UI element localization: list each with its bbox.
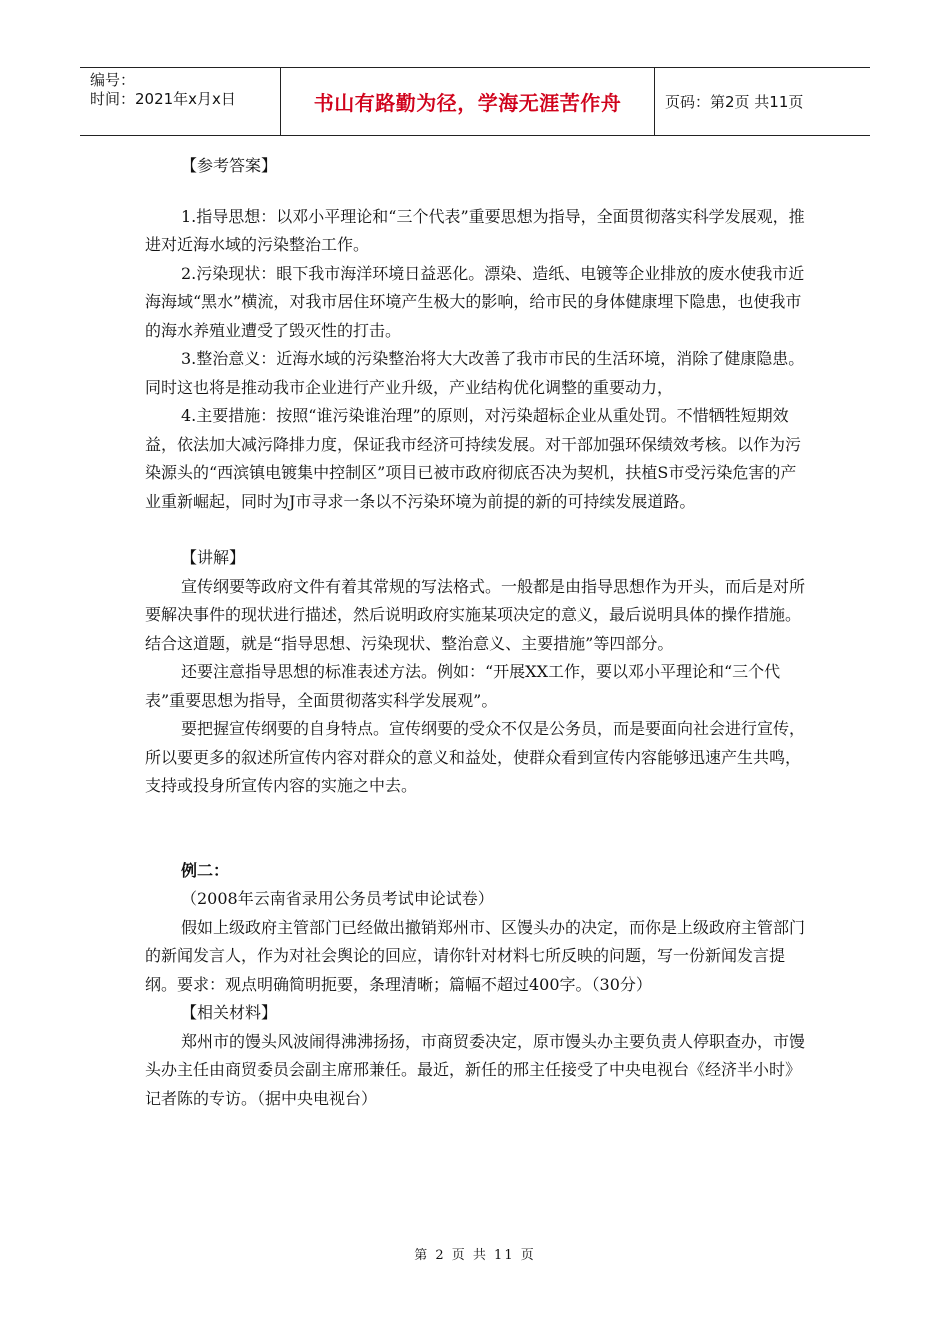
header-page-info: 页码：第2页 共11页 (665, 93, 804, 111)
explanation-paragraph-2: 还要注意指导思想的标准表述方法。例如：“开展XX工作，要以邓小平理论和“三个代表”重要思想为指导，全面贯彻落实科学发展观”。 (145, 662, 781, 710)
document-body (145, 152, 805, 1113)
example-title: 例二： (181, 860, 230, 880)
material-text: 郑州市的馒头风波闹得沸沸扬扬，市商贸委决定，原市馒头办主要负责人停职查办，市馒头办主任由商贸委员会副主席邢兼任。最近，新任的邢主任接受了中央电视台《经济半小时》记者陈的专访。（据中央电视台） (145, 1031, 806, 1108)
answer-item-1: 1.指导思想：以邓小平理论和“三个代表”重要思想为指导，全面贯彻落实科学发展观，推进对近海水域的污染整治工作。 (145, 206, 805, 254)
example-question: 假如上级政府主管部门已经做出撤销郑州市、区馒头办的决定，而你是上级政府主管部门的新闻发言人，作为对社会舆论的回应，请你针对材料七所反映的问题，写一份新闻发言提纲。要求：观点明确简明扼要，条理清晰；篇幅不超过400字。（30分） (145, 917, 806, 994)
header-motto: 书山有路勤为径，学海无涯苦作舟 (281, 68, 655, 135)
explanation-paragraph-3: 要把握宣传纲要的自身特点。宣传纲要的受众不仅是公务员，而是要面向社会进行宣传，所以要更多的叙述所宣传内容对群众的意义和益处，使群众看到宣传内容能够迅速产生共鸣，支持或投身所宣传内容的实施之中去。 (145, 719, 806, 795)
answer-heading: 【参考答案】 (181, 156, 278, 175)
page-footer: 第 2 页 共 11 页 (414, 1248, 536, 1263)
explanation-heading: 【讲解】 (181, 548, 246, 567)
document-header (80, 67, 870, 136)
example-source: （2008年云南省录用公务员考试申论试卷） (181, 889, 494, 908)
header-meta (80, 68, 281, 135)
explanation-paragraph-1: 宣传纲要等政府文件有着其常规的写法格式。一般都是由指导思想作为开头，而后是对所要解决事件的现状进行描述，然后说明政府实施某项决定的意义，最后说明具体的操作措施。结合这道题，就是“指导思想、污染现状、整治意义、主要措施”等四部分。 (145, 576, 806, 653)
number-label: 编号： (90, 71, 136, 89)
answer-item-2: 2.污染现状：眼下我市海洋环境日益恶化。漂染、造纸、电镀等企业排放的废水使我市近海海域“黑水”横流，对我市居住环境产生极大的影响，给市民的身体健康埋下隐患，也使我市的海水养殖业遭受了毁灭性的打击。 (145, 263, 805, 340)
answer-item-3: 3.整治意义：近海水域的污染整治将大大改善了我市市民的生活环境，消除了健康隐患。同时这也将是推动我市企业进行产业升级，产业结构优化调整的重要动力， (145, 349, 805, 397)
answer-item-4: 4.主要措施：按照“谁污染谁治理”的原则，对污染超标企业从重处罚。不惜牺牲短期效益，依法加大减污降排力度，保证我市经济可持续发展。对干部加强环保绩效考核。以作为污染源头的“西滨镇电镀集中控制区”项目已被市政府彻底否决为契机，扶植S市受污染危害的产业重新崛起，同时为J市寻求一条以不污染环境为前提的新的可持续发展道路。 (145, 406, 802, 511)
time-label: 时间：2021年x月x日 (90, 90, 236, 108)
material-heading: 【相关材料】 (181, 1003, 278, 1022)
